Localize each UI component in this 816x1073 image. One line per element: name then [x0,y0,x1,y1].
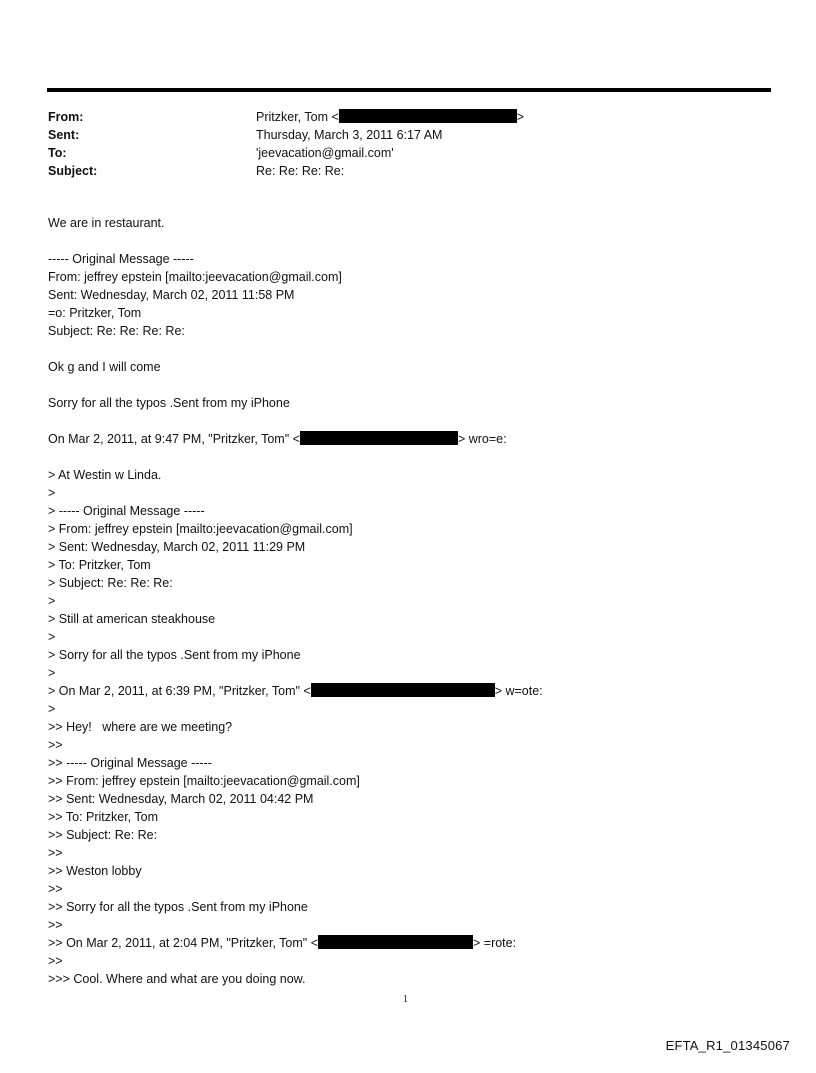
quote-intro: >> On Mar 2, 2011, at 2:04 PM, "Pritzker, Tom" < [48,936,318,950]
body-line: >> ----- Original Message ----- [48,756,212,770]
body-line [48,430,748,448]
body-line: >> Weston lobby [48,864,142,878]
sent-value: Thursday, March 3, 2011 6:17 AM [256,128,443,142]
body-line [48,934,748,952]
body-line: > Still at american steakhouse [48,612,216,626]
quote-intro-end: > w=ote: [494,684,543,698]
email-body [48,214,748,988]
redaction-box [300,431,458,445]
quote-intro-end: > =rote: [473,936,517,950]
body-line: ----- Original Message ----- [48,252,194,266]
body-line: >> Sent: Wednesday, March 02, 2011 04:42 PM [48,792,314,806]
from-value [256,108,524,126]
sent-label: Sent: [48,128,80,142]
body-line: =o: Pritzker, Tom [48,306,142,320]
page-number: 1 [403,994,408,1005]
body-line: > [48,594,56,608]
body-line: We are in restaurant. [48,216,165,230]
body-line: > Sent: Wednesday, March 02, 2011 11:29 PM [48,540,306,554]
body-line: >>> Cool. Where and what are you doing now. [48,972,306,986]
body-line: >> [48,918,63,932]
body-line [48,682,748,700]
redaction-box [339,109,517,123]
body-line: > [48,486,56,500]
quote-intro: On Mar 2, 2011, at 9:47 PM, "Pritzker, Tom" < [48,432,300,446]
body-line: >> [48,954,63,968]
subject-value: Re: Re: Re: Re: [256,164,345,178]
redaction-box [318,935,473,949]
to-value: 'jeevacation@gmail.com' [256,146,394,160]
quote-intro: > On Mar 2, 2011, at 6:39 PM, "Pritzker, Tom" < [48,684,311,698]
body-line: >> Sorry for all the typos .Sent from my iPhone [48,900,308,914]
from-label: From: [48,110,84,124]
body-line: > Subject: Re: Re: Re: [48,576,173,590]
document-id: EFTA_R1_01345067 [665,1038,790,1053]
body-line: Subject: Re: Re: Re: Re: [48,324,185,338]
body-line: >> [48,738,63,752]
body-line: > [48,630,56,644]
body-line: > From: jeffrey epstein [mailto:jeevacation@gmail.com] [48,522,353,536]
body-line: >> [48,882,63,896]
body-line: > At Westin w Linda. [48,468,162,482]
body-line: Sent: Wednesday, March 02, 2011 11:58 PM [48,288,295,302]
body-line: > [48,666,56,680]
from-end: > [516,110,525,124]
to-label: To: [48,146,67,160]
body-line: >> [48,846,63,860]
body-line: From: jeffrey epstein [mailto:jeevacation@gmail.com] [48,270,342,284]
body-line: >> From: jeffrey epstein [mailto:jeevacation@gmail.com] [48,774,360,788]
body-line: > To: Pritzker, Tom [48,558,151,572]
subject-label: Subject: [48,164,98,178]
from-name: Pritzker, Tom < [256,110,339,124]
body-line: >> Subject: Re: Re: [48,828,158,842]
body-line: Ok g and I will come [48,360,161,374]
redaction-box [311,683,495,697]
body-line: Sorry for all the typos .Sent from my iPhone [48,396,290,410]
body-line: >> To: Pritzker, Tom [48,810,159,824]
header-rule [47,88,771,92]
body-line: > ----- Original Message ----- [48,504,205,518]
quote-intro-end: > wro=e: [457,432,507,446]
body-line: > [48,702,56,716]
body-line: >> Hey! where are we meeting? [48,720,233,734]
body-line: > Sorry for all the typos .Sent from my iPhone [48,648,301,662]
